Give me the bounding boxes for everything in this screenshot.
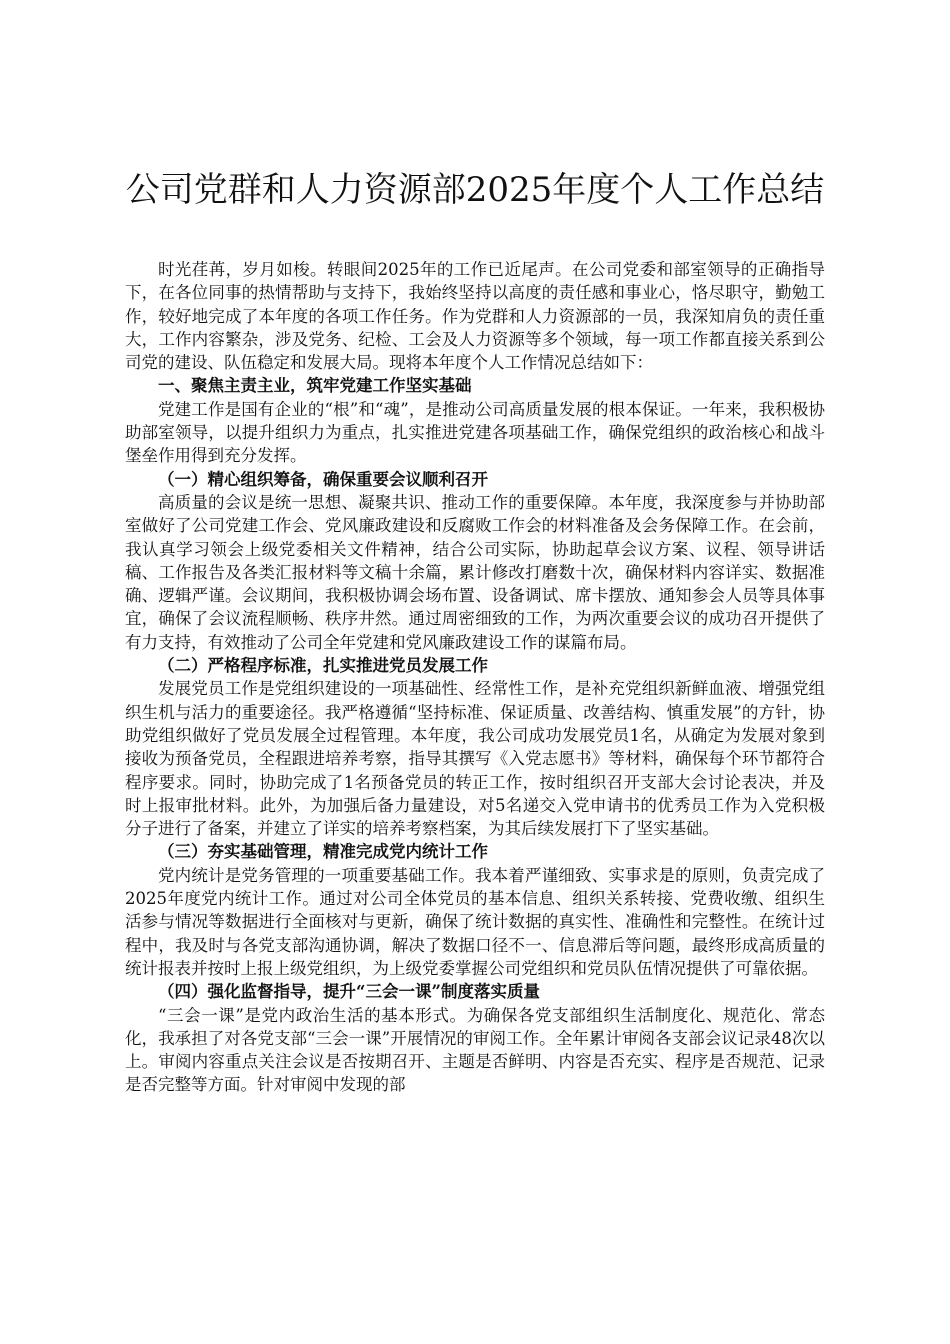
section-1-paragraph: 党建工作是国有企业的“根”和“魂”，是推动公司高质量发展的根本保证。一年来，我积极协助部室领导，以提升组织力为重点，扎实推进党建各项基础工作，确保党组织的政治核心和战斗堡垒作用得到充分发挥。 [125, 399, 825, 466]
subsection-heading-4: （四）强化监督指导，提升“三会一课”制度落实质量 [158, 982, 540, 1002]
subsection-heading-2: （二）严格程序标准，扎实推进党员发展工作 [158, 656, 488, 676]
subsection-heading-1: （一）精心组织筹备，确保重要会议顺利召开 [158, 469, 488, 489]
intro-paragraph: 时光荏苒，岁月如梭。转眼间2025年的工作已近尾声。在公司党委和部室领导的正确指导下，在各位同事的热情帮助与支持下，我始终坚持以高度的责任感和事业心，恪尽职守，勤勉工作，较好地完成了本年度的各项工作任务。作为党群和人力资源部的一员，我深知肩负的责任重大，工作内容繁杂，涉及党务、纪检、工会及人力资源等多个领域，每一项工作都直接关系到公司党的建设、队伍稳定和发展大局。现将本年度个人工作情况总结如下： [125, 260, 825, 373]
subsection-heading-3: （三）夯实基础管理，精准完成党内统计工作 [158, 842, 488, 862]
section-heading-1: 一、聚焦主责主业，筑牢党建工作坚实基础 [158, 376, 472, 396]
subsection-4-paragraph: “三会一课”是党内政治生活的基本形式。为确保各党支部组织生活制度化、规范化、常态化，我承担了对各党支部“三会一课”开展情况的审阅工作。全年累计审阅各支部会议记录48次以上。审阅内容重点关注会议是否按期召开、主题是否鲜明、内容是否充实、程序是否规范、记录是否完整等方面。针对审阅中发现的部 [125, 1005, 825, 1095]
subsection-3-paragraph: 党内统计是党务管理的一项重要基础工作。我本着严谨细致、实事求是的原则，负责完成了2025年度党内统计工作。通过对公司全体党员的基本信息、组织关系转接、党费收缴、组织生活参与情况等数据进行全面核对与更新，确保了统计数据的真实性、准确性和完整性。在统计过程中，我及时与各党支部沟通协调，解决了数据口径不一、信息滞后等问题，最终形成高质量的统计报表并按时上报上级党组织，为上级党委掌握公司党组织和党员队伍情况提供了可靠依据。 [125, 865, 825, 978]
subsection-1-paragraph: 高质量的会议是统一思想、凝聚共识、推动工作的重要保障。本年度，我深度参与并协助部室做好了公司党建工作会、党风廉政建设和反腐败工作会的材料准备及会务保障工作。在会前，我认真学习领会上级党委相关文件精神，结合公司实际，协助起草会议方案、议程、领导讲话稿、工作报告及各类汇报材料等文稿十余篇，累计修改打磨数十次，确保材料内容详实、数据准确、逻辑严谨。会议期间，我积极协调会场布置、设备调试、席卡摆放、通知参会人员等具体事宜，确保了会议流程顺畅、秩序井然。通过周密细致的工作，为两次重要会议的成功召开提供了有力支持，有效推动了公司全年党建和党风廉政建设工作的谋篇布局。 [125, 492, 825, 652]
subsection-2-paragraph: 发展党员工作是党组织建设的一项基础性、经常性工作，是补充党组织新鲜血液、增强党组织生机与活力的重要途径。我严格遵循“坚持标准、保证质量、改善结构、慎重发展”的方针，协助党组织做好了党员发展全过程管理。本年度，我公司成功发展党员1名，从确定为发展对象到接收为预备党员，全程跟进培养考察，指导其撰写《入党志愿书》等材料，确保每个环节都符合程序要求。同时，协助完成了1名预备党员的转正工作，按时组织召开支部大会讨论表决，并及时上报审批材料。此外，为加强后备力量建设，对5名递交入党申请书的优秀员工作为入党积极分子进行了备案，并建立了详实的培养考察档案，为其后续发展打下了坚实基础。 [125, 679, 825, 839]
document-title: 公司党群和人力资源部2025年度个人工作总结 [125, 170, 825, 210]
document-body [125, 258, 825, 1097]
